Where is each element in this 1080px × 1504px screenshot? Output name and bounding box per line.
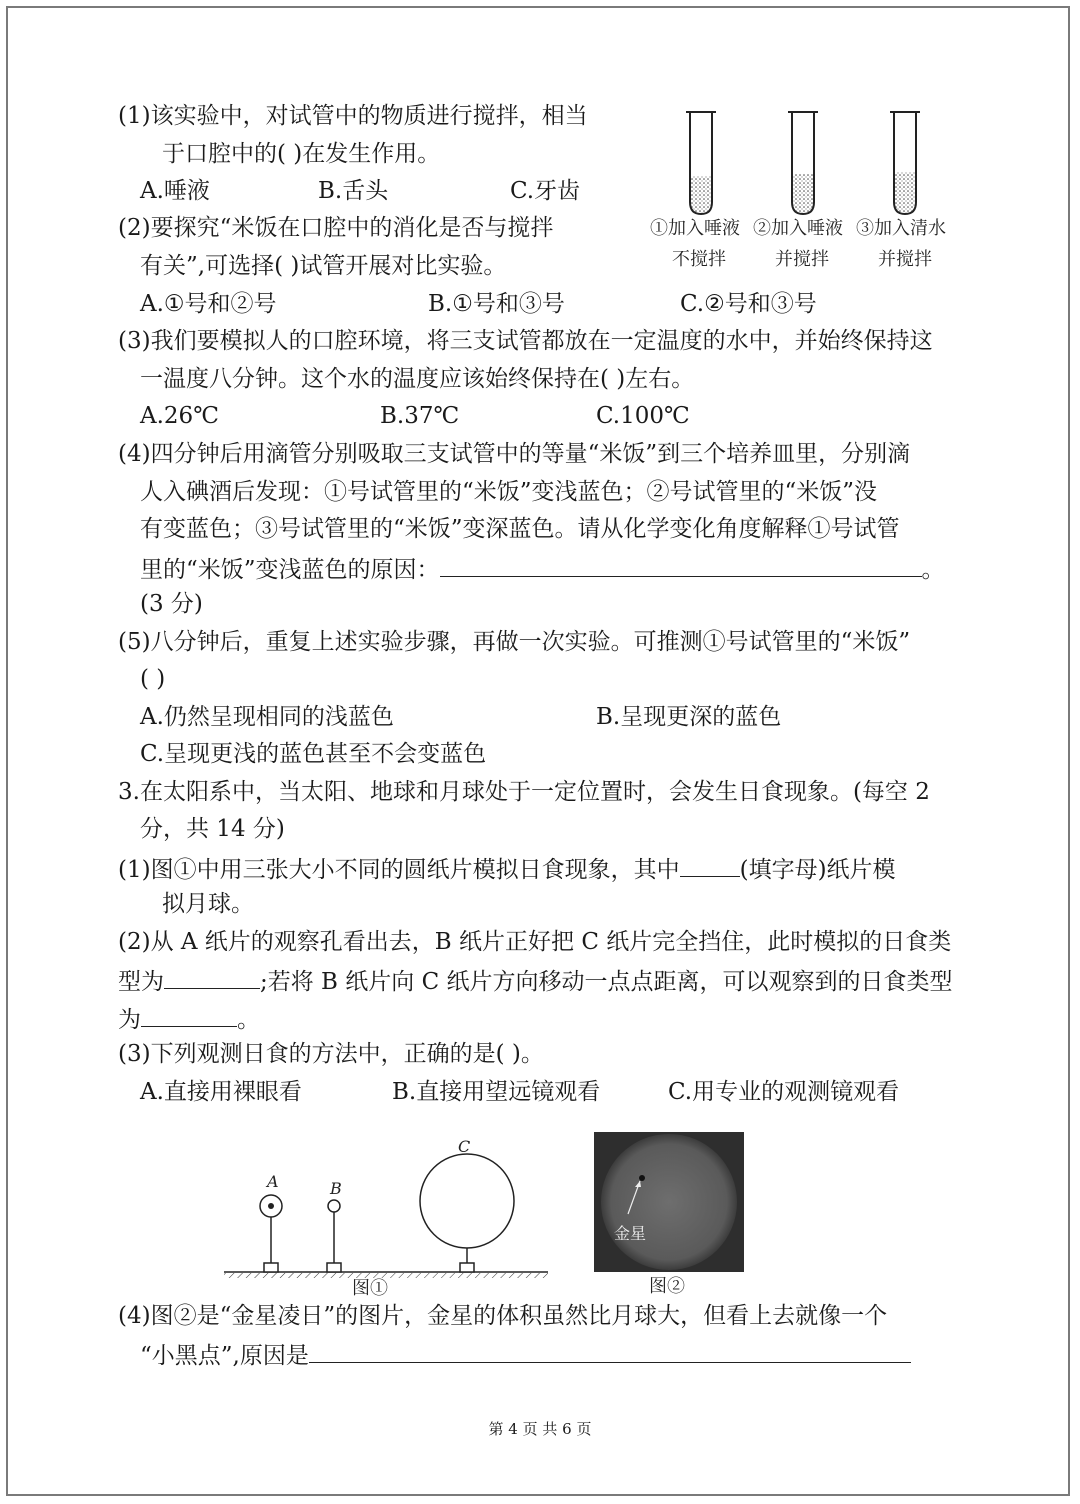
q3-3-option-c: C.用专业的观测镜观看	[668, 1079, 900, 1105]
q2-4-line-d	[140, 552, 945, 585]
q2-5-line-a: (5)八分钟后，重复上述实验步骤，再做一次实验。可推测①号试管里的“米饭”	[118, 629, 911, 655]
q2-4-answer-blank[interactable]	[440, 552, 922, 577]
q3-2-text-b1: 型为	[118, 969, 164, 995]
q3-3-option-a: A.直接用裸眼看	[140, 1079, 302, 1105]
q3-4-line-a: (4)图②是“金星凌日”的图片，金星的体积虽然比月球大，但看上去就像一个	[118, 1303, 888, 1329]
disc-c-label: C	[458, 1137, 471, 1156]
q2-1-line-b: 于口腔中的( )在发生作用。	[162, 141, 441, 167]
q3-2-text-b2: ;若将 B 纸片向 C 纸片方向移动一点点距离，可以观察到的日食类型	[260, 969, 953, 995]
disc-a-label: A	[267, 1172, 279, 1191]
q2-5-line-b: ( )	[140, 666, 166, 692]
q3-4-answer-blank[interactable]	[309, 1338, 911, 1363]
q2-3-line-b: 一温度八分钟。这个水的温度应该始终保持在( )左右。	[140, 366, 695, 392]
q3-4-line-b	[140, 1338, 911, 1371]
test-tube-1	[686, 112, 716, 214]
disc-c	[420, 1154, 514, 1272]
q2-1-option-b: B.舌头	[318, 178, 389, 204]
venus-transit-figure	[594, 1132, 746, 1298]
tube-1-label-bottom: 不搅拌	[672, 249, 726, 270]
q2-5-option-a: A.仍然呈现相同的浅蓝色	[140, 704, 394, 730]
q2-2-option-a: A.①号和②号	[140, 291, 277, 317]
q2-4-line-c: 有变蓝色；③号试管里的“米饭”变深蓝色。请从化学变化角度解释①号试管	[140, 516, 900, 542]
q2-3-option-a: A.26℃	[140, 403, 219, 429]
tube-3-label-top: ③加入清水	[856, 218, 946, 239]
q2-4-score: (3 分)	[140, 591, 203, 617]
q2-1-option-c: C.牙齿	[510, 178, 581, 204]
q2-5-option-b: B.呈现更深的蓝色	[596, 704, 782, 730]
q3-1-answer-blank[interactable]	[680, 852, 740, 877]
q2-4-period: 。	[921, 557, 945, 583]
q2-1-option-a: A.唾液	[140, 178, 210, 204]
q3-2-line-c	[118, 1002, 260, 1035]
q3-3-line-a: (3)下列观测日食的方法中，正确的是( )。	[118, 1041, 544, 1067]
q2-2-option-c: C.②号和③号	[680, 291, 817, 317]
test-tubes-figure	[675, 106, 965, 218]
q3-1-line-b: 拟月球。	[162, 891, 254, 917]
q3-1-line-a	[118, 852, 896, 885]
q3-2-line-a: (2)从 A 纸片的观察孔看出去，B 纸片正好把 C 纸片完全挡住，此时模拟的日食类	[118, 929, 952, 955]
tube-3-label-bottom: 并搅拌	[878, 249, 932, 270]
q2-1-line-a: (1)该实验中，对试管中的物质进行搅拌，相当	[118, 103, 588, 129]
figure-1-caption: 图①	[352, 1278, 388, 1298]
q2-4-line-a: (4)四分钟后用滴管分别吸取三支试管中的等量“米饭”到三个培养皿里，分别滴	[118, 441, 911, 467]
disc-b-label: B	[330, 1179, 342, 1198]
q3-1-text-b: (填字母)纸片模	[739, 857, 896, 883]
test-tube-3	[890, 112, 920, 214]
q2-3-option-c: C.100℃	[596, 403, 690, 429]
q3-heading-line-b: 分，共 14 分)	[140, 816, 285, 842]
q3-heading-line-a: 3.在太阳系中，当太阳、地球和月球处于一定位置时，会发生日食现象。(每空 2	[118, 779, 930, 805]
q2-2-line-b: 有关”,可选择( )试管开展对比实验。	[140, 253, 507, 279]
tube-2-label-bottom: 并搅拌	[775, 249, 829, 270]
q2-2-line-a: (2)要探究“米饭在口腔中的消化是否与搅拌	[118, 215, 554, 241]
tube-1-label-top: ①加入唾液	[650, 218, 740, 239]
disc-a	[260, 1195, 282, 1272]
q3-2-text-c1: 为	[118, 1007, 141, 1033]
venus-dot	[639, 1175, 645, 1181]
eclipse-model-figure	[222, 1132, 552, 1298]
tube-2-label-top: ②加入唾液	[753, 218, 843, 239]
q3-2-text-c2: 。	[237, 1007, 260, 1033]
q3-2-line-b	[118, 964, 953, 997]
q3-4-text-b: “小黑点”,原因是	[140, 1343, 309, 1369]
q3-2-answer-blank-2[interactable]	[141, 1002, 237, 1027]
q3-2-answer-blank-1[interactable]	[164, 964, 260, 989]
q3-3-option-b: B.直接用望远镜观看	[392, 1079, 601, 1105]
q2-4-prompt: 里的“米饭”变浅蓝色的原因：	[140, 557, 440, 583]
test-tube-2	[788, 112, 818, 214]
q2-2-option-b: B.①号和③号	[428, 291, 565, 317]
disc-b	[327, 1200, 341, 1272]
page-footer: 第 4 页 共 6 页	[488, 1420, 592, 1438]
q2-5-option-c: C.呈现更浅的蓝色甚至不会变蓝色	[140, 741, 487, 767]
q2-3-line-a: (3)我们要模拟人的口腔环境，将三支试管都放在一定温度的水中，并始终保持这	[118, 328, 933, 354]
q2-4-line-b: 人入碘酒后发现：①号试管里的“米饭”变浅蓝色；②号试管里的“米饭”没	[140, 479, 878, 505]
q3-1-text-a: (1)图①中用三张大小不同的圆纸片模拟日食现象，其中	[118, 857, 680, 883]
venus-label: 金星	[614, 1224, 647, 1243]
q2-3-option-b: B.37℃	[380, 403, 460, 429]
figure-2-caption: 图②	[649, 1276, 685, 1297]
sun-disc	[601, 1134, 737, 1270]
